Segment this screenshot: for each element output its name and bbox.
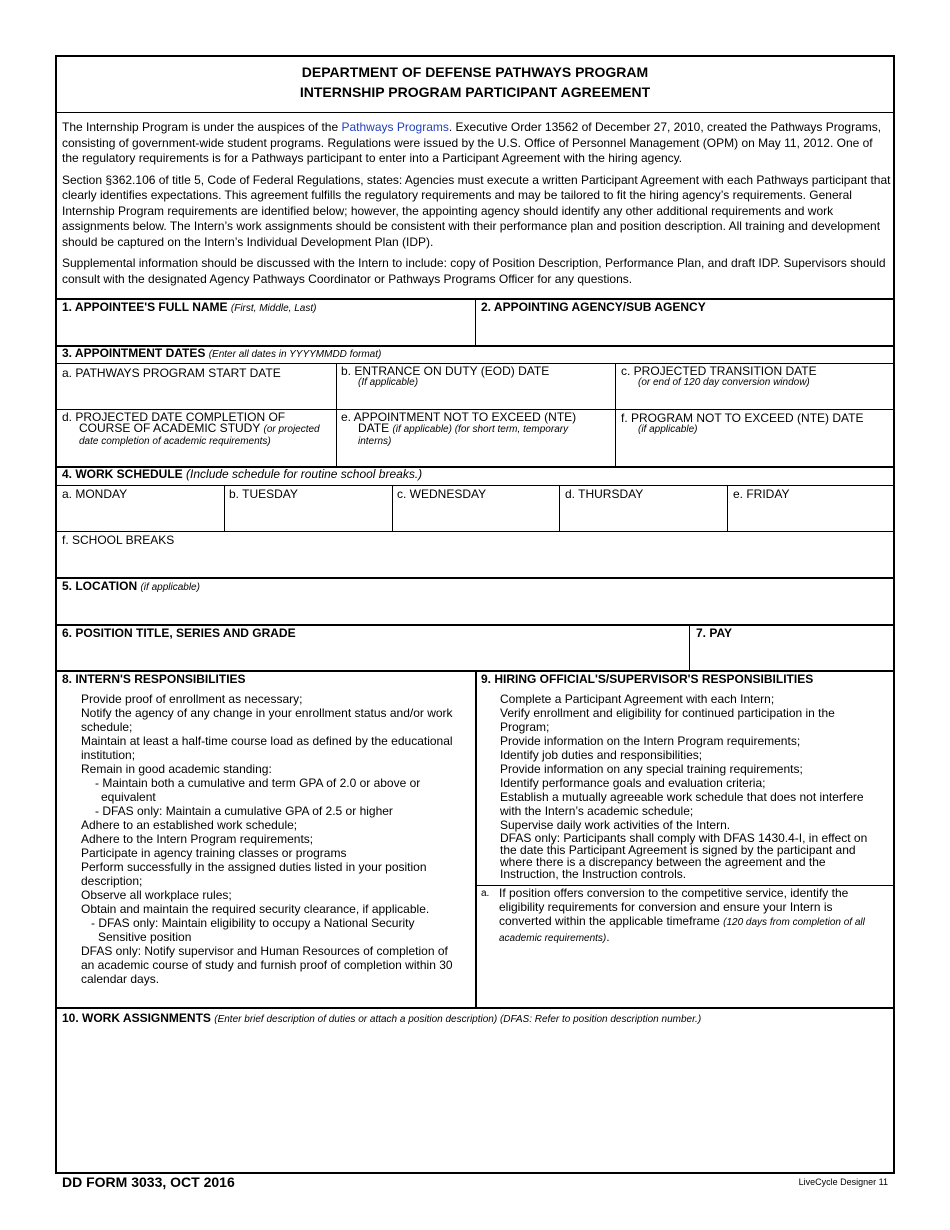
conversion-marker: a. xyxy=(481,888,490,899)
list-item: Complete a Participant Agreement with each Intern; xyxy=(500,692,775,706)
position-title-label: 6. POSITION TITLE, SERIES AND GRADE xyxy=(62,626,296,640)
list-item: the date this Participant Agreement is signed by the participant and xyxy=(500,843,856,857)
appointee-name-field[interactable] xyxy=(57,309,475,345)
list-item: Identify performance goals and evaluation criteria; xyxy=(500,776,766,790)
list-item: Supervise daily work activities of the Intern. xyxy=(500,818,731,832)
list-item: Instruction, the Instruction controls. xyxy=(500,867,687,881)
list-item: DFAS only: Participants shall comply with DFAS 1430.4-I, in effect on xyxy=(500,831,868,845)
list-item: Provide information on the Intern Program requirements; xyxy=(500,734,801,748)
list-item: Obtain and maintain the required security clearance, if applicable. xyxy=(81,902,430,916)
list-item: - Maintain both a cumulative and term GPA of 2.0 or above or xyxy=(95,776,421,790)
software-credit: LiveCycle Designer 11 xyxy=(798,1177,888,1187)
list-item: Establish a mutually agreeable work schedule that does not interfere xyxy=(500,790,864,804)
list-item: description; xyxy=(81,874,143,888)
supervisor-responsibilities-label: 9. HIRING OFFICIAL'S/SUPERVISOR'S RESPONSIBILITIES xyxy=(481,672,814,686)
list-item: with the Intern’s academic schedule; xyxy=(500,804,694,818)
nte-date-cell[interactable]: e. APPOINTMENT NOT TO EXCEED (NTE) DATE (if applicable) (for short term, temporary interns) xyxy=(341,410,577,447)
program-nte-date-cell[interactable]: f. PROGRAM NOT TO EXCEED (NTE) DATE (if applicable) xyxy=(621,411,864,435)
form-title-line1: DEPARTMENT OF DEFENSE PATHWAYS PROGRAM xyxy=(301,64,649,80)
list-item: - DFAS only: Maintain a cumulative GPA of 2.5 or higher xyxy=(95,804,393,818)
work-schedule-label: 4. WORK SCHEDULE (Include schedule for routine school breaks.) xyxy=(62,467,423,481)
list-item: Notify the agency of any change in your enrollment status and/or work xyxy=(81,706,453,720)
pay-field[interactable] xyxy=(690,641,895,670)
list-item: Sensitive position xyxy=(98,930,192,944)
list-item: institution; xyxy=(81,748,136,762)
monday-cell[interactable]: a. MONDAY xyxy=(62,487,128,501)
transition-date-cell[interactable]: c. PROJECTED TRANSITION DATE (or end of 120 day conversion window) xyxy=(621,364,817,388)
location-field[interactable] xyxy=(57,594,893,624)
list-item: calendar days. xyxy=(81,972,160,986)
start-date-cell[interactable]: a. PATHWAYS PROGRAM START DATE xyxy=(62,366,281,380)
intro-paragraph-1: The Internship Program is under the auspices of the Pathways Programs. Executive Order 13562 of December 27, 2010, created the Pathways Programs, consisting of government-wide student programs. Regulations were issued by the U.S. Office of Personnel Management (OPM) on May 11, 2012. One of the regulatory requirements is for a Pathways participant to enter into a Participant Agreement with the hiring agency. xyxy=(62,120,882,165)
form-title-line2: INTERNSHIP PROGRAM PARTICIPANT AGREEMENT xyxy=(299,84,651,100)
list-item: - DFAS only: Maintain eligibility to occupy a National Security xyxy=(91,916,415,930)
form-id: DD FORM 3033, OCT 2016 xyxy=(62,1174,235,1190)
location-label: 5. LOCATION (if applicable) xyxy=(62,579,200,593)
appointing-agency-label: 2. APPOINTING AGENCY/SUB AGENCY xyxy=(481,300,706,314)
appointee-name-label: 1. APPOINTEE'S FULL NAME (First, Middle, Last) xyxy=(62,300,317,314)
list-item: Adhere to an established work schedule; xyxy=(81,818,298,832)
list-item: an academic course of study and furnish proof of completion within 30 xyxy=(81,958,453,972)
list-item: Provide information on any special training requirements; xyxy=(500,762,803,776)
list-item: Verify enrollment and eligibility for continued participation in the xyxy=(500,706,835,720)
position-title-field[interactable] xyxy=(57,641,689,670)
list-item: Perform successfully in the assigned duties listed in your position xyxy=(81,860,427,874)
intern-responsibilities-label: 8. INTERN'S RESPONSIBILITIES xyxy=(62,672,246,686)
intro-text xyxy=(62,120,892,293)
thursday-cell[interactable]: d. THURSDAY xyxy=(565,487,644,501)
conversion-text: If position offers conversion to the competitive service, identify the eligibility requirements for conversion and ensure your Intern is converted within the applicable timeframe (120 days from completion of all academic requirements). xyxy=(499,886,865,944)
list-item: Remain in good academic standing: xyxy=(81,762,272,776)
pathways-programs-link[interactable]: Pathways Programs xyxy=(341,120,449,134)
wednesday-cell[interactable]: c. WEDNESDAY xyxy=(397,487,487,501)
work-assignments-label: 10. WORK ASSIGNMENTS (Enter brief description of duties or attach a position description) (DFAS: Refer to position description number.) xyxy=(62,1011,702,1025)
school-breaks-cell[interactable]: f. SCHOOL BREAKS xyxy=(62,533,175,547)
pay-label: 7. PAY xyxy=(696,626,733,640)
list-item: Maintain at least a half-time course load as defined by the educational xyxy=(81,734,453,748)
tuesday-cell[interactable]: b. TUESDAY xyxy=(229,487,298,501)
appointing-agency-field[interactable] xyxy=(476,309,895,345)
list-item: schedule; xyxy=(81,720,133,734)
list-item: DFAS only: Notify supervisor and Human Resources of completion of xyxy=(81,944,448,958)
list-item: Participate in agency training classes or programs xyxy=(81,846,347,860)
friday-cell[interactable]: e. FRIDAY xyxy=(733,487,790,501)
list-item: Adhere to the Intern Program requirements; xyxy=(81,832,314,846)
intro-paragraph-2: Section §362.106 of title 5, Code of Federal Regulations, states: Agencies must execute a written Participant Agreement with each Pathways participant that clearly identifies expectations. This agreement fulfills the regulatory requirements and may be tailored to fit the hiring agency’s requirements. General Internship Program requirements are identified below; however, the appointing agency should identify any other additional requirements and work assignments below. The Intern’s work assignments should be consistent with their performance plan and position description. All training and development should be captured on the Intern’s Individual Development Plan (IDP). xyxy=(62,172,891,249)
list-item: Identify job duties and responsibilities; xyxy=(500,748,703,762)
list-item: equivalent xyxy=(101,790,156,804)
eod-date-cell[interactable]: b. ENTRANCE ON DUTY (EOD) DATE (If applicable) xyxy=(341,364,550,388)
participant-agreement-form xyxy=(55,55,895,1174)
intro-paragraph-3: Supplemental information should be discussed with the Intern to include: copy of Position Description, Performance Plan, and draft IDP. Supervisors should consult with the designated Agency Pathways Coordinator or Pathways Programs Officer for any questions. xyxy=(62,256,886,286)
list-item: Provide proof of enrollment as necessary; xyxy=(81,692,303,706)
list-item: where there is a discrepancy between the agreement and the xyxy=(500,855,826,869)
list-item: Observe all workplace rules; xyxy=(81,888,232,902)
work-assignments-field[interactable] xyxy=(57,1029,893,1172)
intern-responsibilities-list xyxy=(81,692,476,986)
supervisor-responsibilities-list xyxy=(500,692,895,880)
list-item: Program; xyxy=(500,720,550,734)
appointment-dates-label: 3. APPOINTMENT DATES (Enter all dates in YYYYMMDD format) xyxy=(62,346,382,360)
completion-date-cell[interactable]: d. PROJECTED DATE COMPLETION OF COURSE OF ACADEMIC STUDY (or projected date completion of academic requirements) xyxy=(62,410,320,447)
